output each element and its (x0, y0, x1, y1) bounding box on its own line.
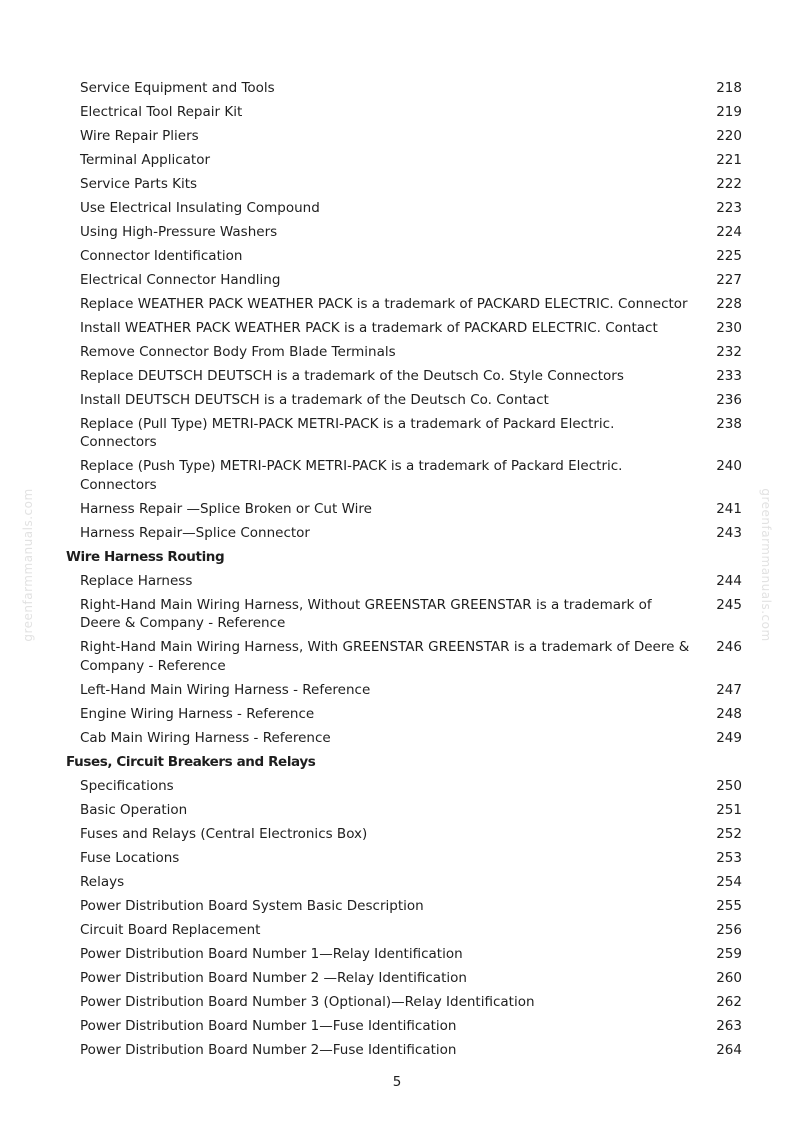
toc-entry-page: 245 (716, 596, 742, 613)
toc-entry-title: Using High-Pressure Washers (80, 223, 278, 240)
page-number: 5 (392, 1074, 402, 1090)
toc-entry-title: Right-Hand Main Wiring Harness, Without GREENSTAR GREENSTAR is a trademark of Deere & Company - Reference (80, 596, 652, 632)
toc-entry-page: 256 (716, 921, 742, 938)
toc-entry-title: Replace (Pull Type) METRI-PACK METRI-PACK is a trademark of Packard Electric. Connectors (80, 415, 615, 451)
toc-entry[interactable] (0, 148, 794, 172)
toc-entry-title: Cab Main Wiring Harness - Reference (80, 729, 331, 746)
toc-entry-title: Left-Hand Main Wiring Harness - Reference (80, 681, 371, 698)
toc-entry[interactable] (0, 798, 794, 822)
toc-entry-page: 223 (716, 199, 742, 216)
toc-entry-title: Terminal Applicator (80, 151, 211, 168)
toc-entry-title: Basic Operation (80, 801, 188, 818)
toc-entry[interactable] (0, 364, 794, 388)
toc-entry-page: 240 (716, 458, 742, 475)
toc-entry-page: 247 (716, 681, 742, 698)
toc-entry-page: 246 (716, 639, 742, 656)
toc-entry[interactable] (0, 292, 794, 316)
toc-entry-title: Electrical Connector Handling (80, 271, 281, 288)
toc-entry[interactable] (0, 220, 794, 244)
toc-entry[interactable] (0, 636, 794, 679)
toc-entry-title: Replace WEATHER PACK WEATHER PACK is a trademark of PACKARD ELECTRIC. Connector (80, 295, 688, 312)
toc-entry-page: 233 (716, 367, 742, 384)
toc-entry[interactable] (0, 316, 794, 340)
toc-entry-page: 259 (716, 945, 742, 962)
toc-entry-title: Service Equipment and Tools (80, 79, 275, 96)
toc-entry-title: Power Distribution Board System Basic Description (80, 897, 424, 914)
toc-entry[interactable] (0, 340, 794, 364)
toc-entry-title: Fuse Locations (80, 849, 180, 866)
toc-entry-title: Install DEUTSCH DEUTSCH is a trademark of the Deutsch Co. Contact (80, 391, 549, 408)
toc-entry-page: 228 (716, 295, 742, 312)
section-heading-fuses-circuit-breakers-relays[interactable]: Fuses, Circuit Breakers and Relays (66, 753, 316, 770)
toc-entry-page: 263 (716, 1017, 742, 1034)
toc-entry-page: 232 (716, 343, 742, 360)
toc-entry-title: Replace (Push Type) METRI-PACK METRI-PACK is a trademark of Packard Electric. Connectors (80, 458, 623, 493)
toc-entry-page: 221 (716, 151, 742, 168)
section-heading-wire-harness-routing[interactable]: Wire Harness Routing (66, 548, 225, 565)
toc-entry[interactable] (0, 942, 794, 966)
toc-entry-page: 251 (716, 801, 742, 818)
toc-entry-title: Electrical Tool Repair Kit (80, 103, 243, 120)
toc-entry[interactable] (0, 76, 794, 100)
toc-entry[interactable] (0, 172, 794, 196)
toc-entry-page: 264 (716, 1041, 742, 1058)
toc-entry[interactable] (0, 894, 794, 918)
toc-entry-page: 218 (716, 79, 742, 96)
toc-entry-title: Power Distribution Board Number 2 —Relay Identification (80, 969, 467, 986)
toc-entry[interactable] (0, 990, 794, 1014)
toc-entry[interactable] (0, 569, 794, 593)
toc-entry-page: 254 (716, 873, 742, 890)
toc-entry-page: 225 (716, 247, 742, 264)
toc-entry-title: Service Parts Kits (80, 175, 198, 192)
toc-entry[interactable] (0, 846, 794, 870)
watermark-text: greenfarmmanuals.com (21, 488, 35, 642)
toc-entry-page: 238 (716, 415, 742, 432)
toc-entry[interactable] (0, 268, 794, 292)
toc-entry-page: 222 (716, 175, 742, 192)
toc-entry-page: 241 (716, 500, 742, 517)
toc-entry-title: Harness Repair —Splice Broken or Cut Wire (80, 500, 372, 517)
toc-entry[interactable] (0, 918, 794, 942)
toc-entry[interactable] (0, 497, 794, 521)
toc-entry-title: Power Distribution Board Number 1—Relay Identification (80, 945, 463, 962)
toc-entry-page: 262 (716, 993, 742, 1010)
toc-entry-title: Power Distribution Board Number 3 (Optional)—Relay Identification (80, 993, 535, 1010)
toc-entry-title: Power Distribution Board Number 2—Fuse Identification (80, 1041, 457, 1058)
toc-entry[interactable] (0, 412, 794, 455)
toc-entry[interactable] (0, 1038, 794, 1062)
toc-entry-page: 249 (716, 729, 742, 746)
toc-entry[interactable] (0, 822, 794, 846)
toc-entry[interactable] (0, 726, 794, 750)
toc-entry-page: 248 (716, 705, 742, 722)
toc-entry-title: Connector Identification (80, 247, 243, 264)
toc-entry[interactable] (0, 1014, 794, 1038)
toc-entry-title: Specifications (80, 777, 174, 794)
toc-entry-title: Replace DEUTSCH DEUTSCH is a trademark of the Deutsch Co. Style Connectors (80, 367, 624, 384)
toc-entry-title: Replace Harness (80, 572, 193, 589)
toc-entry[interactable] (0, 196, 794, 220)
toc-entry[interactable] (0, 702, 794, 726)
toc-entry-page: 253 (716, 849, 742, 866)
toc-entry[interactable] (0, 678, 794, 702)
toc-entry-title: Engine Wiring Harness - Reference (80, 705, 315, 722)
toc-entry-title: Wire Repair Pliers (80, 127, 199, 144)
toc-entry-page: 255 (716, 897, 742, 914)
toc-entry[interactable] (0, 124, 794, 148)
toc-entry-title: Use Electrical Insulating Compound (80, 199, 320, 216)
toc-entry-page: 250 (716, 777, 742, 794)
toc-entry[interactable] (0, 521, 794, 545)
watermark-text: greenfarmmanuals.com (759, 488, 773, 642)
toc-entry[interactable] (0, 388, 794, 412)
table-of-contents (0, 76, 794, 1062)
toc-entry-title: Circuit Board Replacement (80, 921, 261, 938)
toc-entry-title: Remove Connector Body From Blade Terminals (80, 343, 396, 360)
toc-entry-title: Right-Hand Main Wiring Harness, With GREENSTAR GREENSTAR is a trademark of Deere & Company - Reference (80, 639, 690, 674)
toc-entry-title: Relays (80, 873, 125, 890)
toc-entry-page: 243 (716, 524, 742, 541)
toc-entry[interactable] (0, 593, 794, 636)
toc-entry-page: 236 (716, 391, 742, 408)
toc-entry[interactable] (0, 774, 794, 798)
toc-entry-title: Harness Repair—Splice Connector (80, 524, 310, 541)
toc-entry[interactable] (0, 455, 794, 498)
toc-entry-title: Power Distribution Board Number 1—Fuse Identification (80, 1017, 457, 1034)
toc-entry[interactable] (0, 870, 794, 894)
toc-entry[interactable] (0, 966, 794, 990)
toc-entry[interactable] (0, 244, 794, 268)
toc-entry-title: Fuses and Relays (Central Electronics Box) (80, 825, 368, 842)
toc-entry-page: 220 (716, 127, 742, 144)
toc-entry[interactable] (0, 100, 794, 124)
toc-entry-page: 260 (716, 969, 742, 986)
toc-entry-title: Install WEATHER PACK WEATHER PACK is a trademark of PACKARD ELECTRIC. Contact (80, 319, 658, 336)
toc-entry-page: 224 (716, 223, 742, 240)
toc-entry-page: 219 (716, 103, 742, 120)
toc-entry-page: 252 (716, 825, 742, 842)
toc-entry-page: 227 (716, 271, 742, 288)
toc-entry-page: 244 (716, 572, 742, 589)
toc-entry-page: 230 (716, 319, 742, 336)
